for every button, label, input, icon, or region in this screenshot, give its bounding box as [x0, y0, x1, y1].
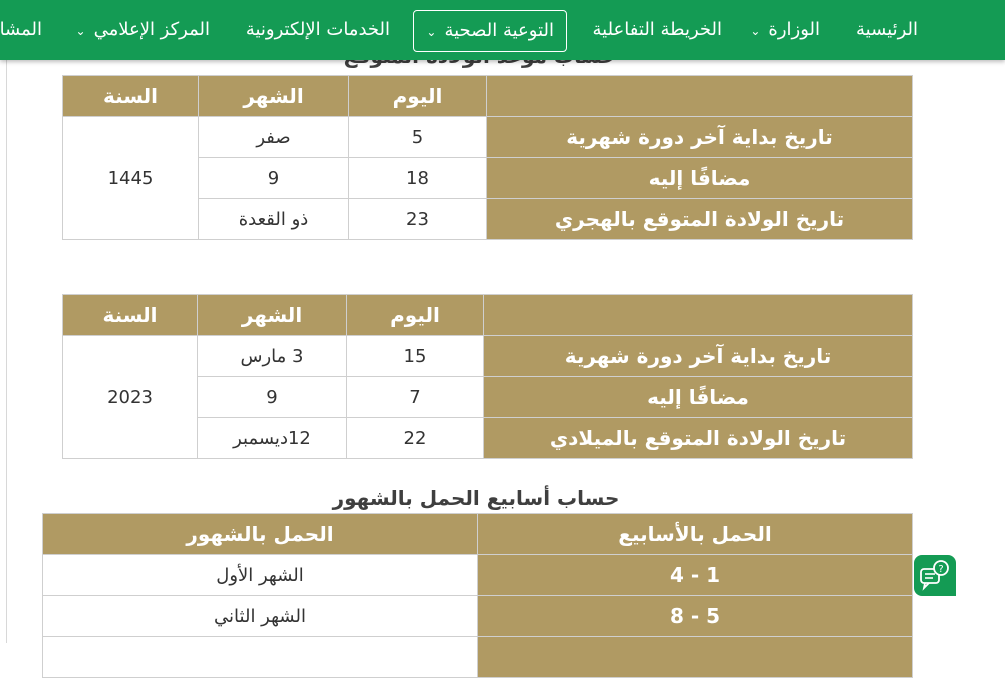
header-months: الحمل بالشهور — [43, 514, 478, 555]
day-cell: 22 — [347, 418, 484, 459]
nav-home-label: الرئيسية — [856, 19, 918, 40]
month-cell: ذو القعدة — [199, 199, 349, 240]
year-cell: 2023 — [63, 336, 198, 459]
header-empty — [484, 295, 913, 336]
weeks-cell: 5 - 8 — [478, 596, 913, 637]
pregnancy-weeks-title: حساب أسابيع الحمل بالشهور — [332, 486, 620, 510]
day-cell: 7 — [347, 377, 484, 418]
nav-health-awareness[interactable] — [413, 10, 567, 52]
main-navbar — [0, 0, 1005, 60]
day-cell: 15 — [347, 336, 484, 377]
row-label: مضافًا إليه — [487, 158, 913, 199]
chat-help-button[interactable] — [914, 555, 956, 596]
row-label: تاريخ الولادة المتوقع بالميلادي — [484, 418, 913, 459]
nav-home[interactable] — [856, 0, 918, 60]
month-cell: صفر — [199, 117, 349, 158]
gregorian-due-date-table — [62, 294, 913, 459]
header-year: السنة — [63, 76, 199, 117]
chevron-down-icon: ⌄ — [750, 24, 761, 38]
nav-truncated-label: المشا — [0, 19, 42, 40]
nav-ministry[interactable] — [750, 0, 820, 60]
table-row — [43, 596, 913, 637]
row-label: مضافًا إليه — [484, 377, 913, 418]
nav-health-label: التوعية الصحية — [444, 20, 554, 41]
chevron-down-icon: ⌄ — [426, 25, 437, 39]
month-cell: الشهر الأول — [43, 555, 478, 596]
month-cell: 3 مارس — [198, 336, 347, 377]
year-cell: 1445 — [63, 117, 199, 240]
table-row — [63, 117, 913, 158]
hijri-due-date-table — [62, 75, 913, 240]
table-row — [63, 336, 913, 377]
weeks-cell: 1 - 4 — [478, 555, 913, 596]
nav-media-center[interactable] — [76, 0, 211, 60]
nav-eservices[interactable] — [246, 0, 390, 60]
header-empty — [487, 76, 913, 117]
nav-map-label: الخريطة التفاعلية — [592, 19, 722, 40]
month-cell: 12ديسمبر — [198, 418, 347, 459]
header-day: اليوم — [349, 76, 487, 117]
day-cell: 18 — [349, 158, 487, 199]
row-label: تاريخ بداية آخر دورة شهرية — [484, 336, 913, 377]
nav-media-label: المركز الإعلامي — [93, 19, 210, 40]
chat-help-icon — [914, 555, 956, 596]
header-year: السنة — [63, 295, 198, 336]
month-cell: الشهر الثاني — [43, 596, 478, 637]
nav-eservices-label: الخدمات الإلكترونية — [245, 19, 390, 40]
table-row — [43, 555, 913, 596]
month-cell: 9 — [199, 158, 349, 199]
nav-ministry-label: الوزارة — [768, 19, 820, 40]
pregnancy-weeks-table — [42, 513, 913, 678]
row-label: تاريخ الولادة المتوقع بالهجري — [487, 199, 913, 240]
day-cell: 23 — [349, 199, 487, 240]
day-cell: 5 — [349, 117, 487, 158]
chevron-down-icon: ⌄ — [75, 24, 86, 38]
header-weeks: الحمل بالأسابيع — [478, 514, 913, 555]
header-month: الشهر — [198, 295, 347, 336]
row-label: تاريخ بداية آخر دورة شهرية — [487, 117, 913, 158]
nav-interactive-map[interactable] — [593, 0, 722, 60]
month-cell: 9 — [198, 377, 347, 418]
table-header-row — [43, 514, 913, 555]
table-header-row — [63, 76, 913, 117]
page-edge-divider — [6, 0, 7, 643]
header-day: اليوم — [347, 295, 484, 336]
svg-text:?: ? — [938, 564, 944, 575]
header-month: الشهر — [199, 76, 349, 117]
table-header-row — [63, 295, 913, 336]
nav-truncated-item[interactable] — [0, 0, 42, 60]
